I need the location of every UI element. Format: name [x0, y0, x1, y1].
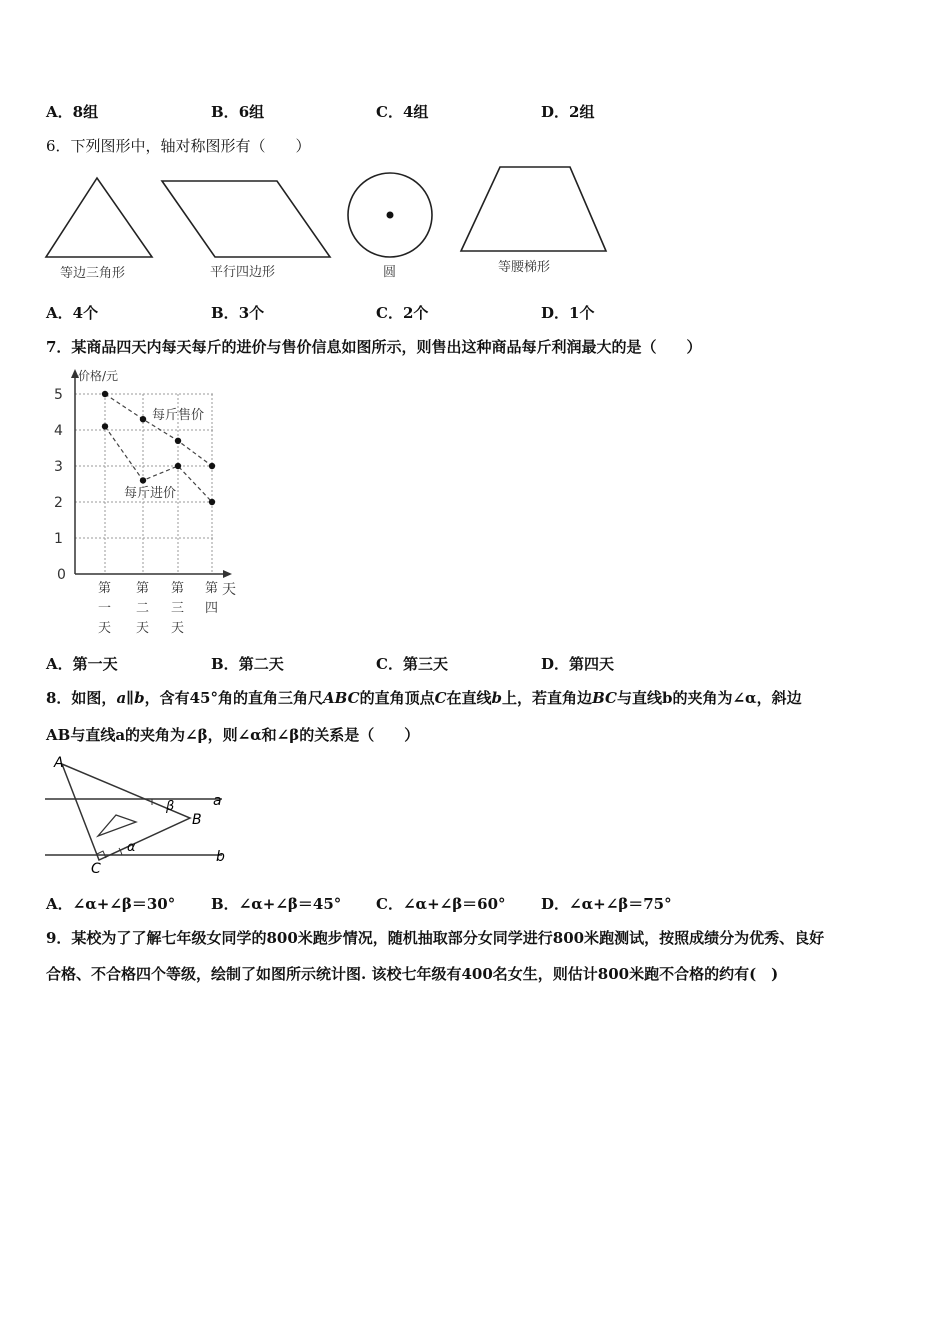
x-tick-label: 天 — [136, 621, 150, 634]
y-tick-label: 1 — [54, 531, 63, 547]
y-axis-label: 价格/元 — [78, 369, 119, 383]
triangle-inner-hole — [98, 815, 136, 836]
x-tick-label: 第 — [98, 581, 112, 596]
series-label-sell: 每斤售价 — [152, 408, 205, 423]
data-point-sell — [102, 391, 108, 397]
figure-label-circle: 圆 — [383, 265, 397, 280]
q8-stem-line2: AB与直线a的夹角为∠β，则∠α和∠β的关系是（ ） — [46, 726, 420, 744]
data-point-buy — [175, 463, 181, 469]
q5-option-b[interactable]: B．6组 — [211, 103, 265, 121]
price-chart — [40, 362, 250, 634]
figure-label-parallelogram: 平行四边形 — [210, 265, 276, 280]
y-tick-label: 3 — [54, 459, 63, 475]
q8-option-a[interactable]: A．∠α+∠β＝30° — [46, 895, 176, 913]
q8-option-c[interactable]: C．∠α+∠β＝60° — [376, 895, 506, 913]
equilateral-triangle-shape — [46, 178, 152, 257]
parallelogram-shape — [162, 181, 330, 257]
y-tick-label: 5 — [54, 387, 63, 403]
x-tick-label: 天 — [98, 621, 112, 634]
q7-option-a[interactable]: A．第一天 — [46, 655, 118, 673]
q7-option-d[interactable]: D．第四天 — [541, 655, 615, 673]
data-point-buy — [209, 499, 215, 505]
label-A: A — [54, 755, 64, 771]
x-tick-label: 三 — [171, 601, 185, 616]
x-tick-label: 二 — [136, 601, 150, 616]
q9-stem-line1: 9．某校为了了解七年级女同学的800米跑步情况，随机抽取部分女同学进行800米跑测试，按照成绩分为优秀、良好 — [46, 929, 825, 947]
x-tick-label: 四 — [205, 601, 219, 616]
q5-option-a[interactable]: A．8组 — [46, 103, 99, 121]
q6-stem: 6．下列图形中，轴对称图形有（ ） — [46, 137, 311, 155]
x-axis-arrow — [223, 570, 232, 578]
q6-option-a[interactable]: A．4个 — [46, 304, 99, 322]
label-line-a: a — [213, 793, 222, 809]
q5-option-c[interactable]: C．4组 — [376, 103, 429, 121]
q5-option-d[interactable]: D．2组 — [541, 103, 595, 121]
figure-label-trapezoid: 等腰梯形 — [498, 260, 551, 275]
label-C: C — [91, 861, 101, 875]
q7-option-b[interactable]: B．第二天 — [211, 655, 284, 673]
label-B: B — [192, 812, 202, 828]
x-tick-label: 一 — [98, 601, 112, 616]
x-tick-label: 第 — [136, 581, 150, 596]
data-point-buy — [102, 423, 108, 429]
y-tick-label: 2 — [54, 495, 63, 511]
q8-stem-line1: 8．如图，a∥b，含有45°角的直角三角尺ABC的直角顶点C在直线b上，若直角边BC与直线b的夹角为∠α，斜边 — [46, 689, 802, 707]
data-point-buy — [140, 477, 146, 483]
x-axis-label: 天 — [222, 582, 236, 598]
label-alpha: α — [127, 840, 136, 855]
q6-option-d[interactable]: D．1个 — [541, 304, 595, 322]
q6-option-b[interactable]: B．3个 — [211, 304, 265, 322]
figure-label-triangle: 等边三角形 — [60, 266, 126, 281]
q6-option-c[interactable]: C．2个 — [376, 304, 429, 322]
x-tick-label: 第 — [171, 581, 185, 596]
data-point-sell — [209, 463, 215, 469]
y-tick-label: 0 — [57, 567, 66, 583]
data-point-sell — [140, 416, 146, 422]
q7-stem: 7．某商品四天内每天每斤的进价与售价信息如图所示，则售出这种商品每斤利润最大的是（ ） — [46, 338, 702, 356]
q6-figures — [40, 160, 620, 285]
x-tick-label: 天 — [171, 621, 185, 634]
data-point-sell — [175, 438, 181, 444]
q9-stem-line2: 合格、不合格四个等级，绘制了如图所示统计图. 该校七年级有400名女生，则估计800米跑不合格的约有( ) — [46, 965, 779, 983]
label-line-b: b — [216, 849, 225, 865]
label-beta: β — [166, 799, 175, 814]
isosceles-trapezoid-shape — [461, 167, 606, 251]
q8-triangle-figure — [40, 750, 240, 875]
circle-center-dot — [387, 212, 394, 219]
y-tick-label: 4 — [54, 423, 63, 439]
q7-option-c[interactable]: C．第三天 — [376, 655, 448, 673]
q8-option-b[interactable]: B．∠α+∠β＝45° — [211, 895, 342, 913]
series-label-buy: 每斤进价 — [124, 486, 177, 501]
x-tick-label: 第 — [205, 581, 219, 596]
q8-option-d[interactable]: D．∠α+∠β＝75° — [541, 895, 672, 913]
